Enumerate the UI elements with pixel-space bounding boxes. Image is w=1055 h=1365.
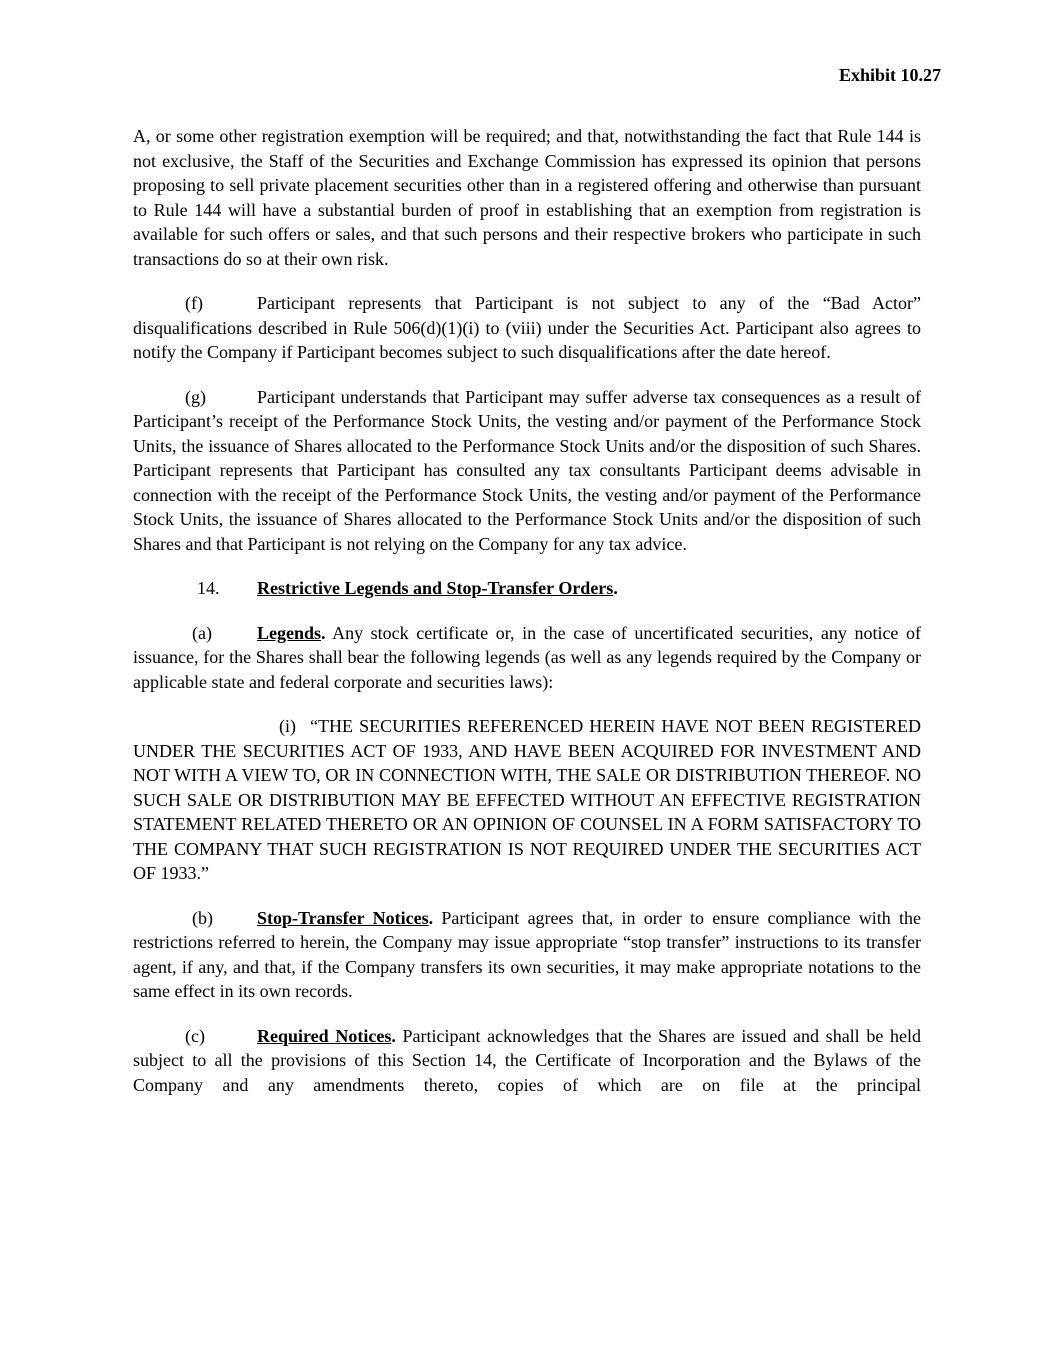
paragraph-b-marker: (b) bbox=[192, 907, 213, 928]
paragraph-c-marker: (c) bbox=[185, 1025, 205, 1046]
paragraph-f bbox=[133, 291, 921, 365]
paragraph-a-title: Legends bbox=[257, 622, 322, 643]
legend-i-text: “THE SECURITIES REFERENCED HEREIN HAVE NOT BEEN REGISTERED UNDER THE SECURITIES ACT OF 1933, AND HAVE BEEN ACQUIRED FOR INVESTMENT AND NOT WITH A VIEW TO, OR IN CONNECTION WITH, THE SALE OR DISTRIBUTION THEREOF. NO SUCH SALE OR DISTRIBUTION MAY BE EFFECTED WITHOUT AN EFFECTIVE REGISTRATION STATEMENT RELATED THERETO OR AN OPINION OF COUNSEL IN A FORM SATISFACTORY TO THE COMPANY THAT SUCH REGISTRATION IS NOT REQUIRED UNDER THE SECURITIES ACT OF 1933.” bbox=[133, 716, 921, 883]
paragraph-a-text: Any stock certificate or, in the case of uncertificated securities, any notice of issuance, for the Shares shall bear the following legends (as well as any legends required by the Company or applicable state and federal corporate and securities laws): bbox=[133, 622, 921, 692]
paragraph-c bbox=[133, 1024, 921, 1098]
paragraph-b-title-period: . bbox=[428, 907, 434, 928]
section-14-title: Restrictive Legends and Stop-Transfer Orders bbox=[257, 578, 614, 598]
paragraph-g-text: Participant understands that Participant may suffer adverse tax consequences as a result of Participant’s receipt of the Performance Stock Units, the vesting and/or payment of the Performance Stock Units, the issuance of Shares allocated to the Performance Stock Units and/or the disposition of such Shares. Participant represents that Participant has consulted any tax consultants Participant deems advisable in connection with the receipt of the Performance Stock Units, the vesting and/or payment of the Performance Stock Units, the issuance of Shares allocated to the Performance Stock Units and/or the disposition of such Shares and that Participant is not relying on the Company for any tax advice. bbox=[133, 386, 921, 554]
paragraph-a-marker: (a) bbox=[192, 622, 212, 643]
paragraph-c-text: Participant acknowledges that the Shares are issued and shall be held subject to all the provisions of this Section 14, the Certificate of Incorporation and the Bylaws of the Company and any amendments thereto, copies of which are on file at the principal bbox=[133, 1025, 921, 1095]
section-14-number: 14. bbox=[197, 578, 220, 598]
paragraph-a-title-period: . bbox=[321, 622, 326, 643]
legend-i bbox=[133, 714, 921, 886]
document-body bbox=[133, 124, 921, 1117]
paragraph-c-title: Required Notices bbox=[257, 1025, 392, 1046]
legend-i-marker: (i) bbox=[279, 716, 296, 736]
paragraph-g-marker: (g) bbox=[185, 386, 206, 407]
section-14-heading bbox=[133, 576, 921, 601]
exhibit-label: Exhibit 10.27 bbox=[838, 65, 941, 85]
paragraph-b bbox=[133, 906, 921, 1004]
paragraph-g bbox=[133, 385, 921, 557]
paragraph-f-marker: (f) bbox=[185, 293, 203, 313]
paragraph-continuation: A, or some other registration exemption will be required; and that, notwithstanding the fact that Rule 144 is not exclusive, the Staff of the Securities and Exchange Commission has expressed its opinion that persons proposing to sell private placement securities other than in a registered offering and otherwise than pursuant to Rule 144 will have a substantial burden of proof in establishing that an exemption from registration is available for such offers or sales, and that such persons and their respective brokers who participate in such transactions do so at their own risk. bbox=[133, 126, 921, 269]
paragraph-a bbox=[133, 621, 921, 695]
section-14-period: . bbox=[613, 578, 618, 598]
paragraph-c-title-period: . bbox=[391, 1025, 396, 1046]
paragraph-b-title: Stop-Transfer Notices bbox=[257, 907, 429, 928]
paragraph-b-text: Participant agrees that, in order to ensure compliance with the restrictions referred to herein, the Company may issue appropriate “stop transfer” instructions to its transfer agent, if any, and that, if the Company transfers its own securities, it may make appropriate notations to the same effect in its own records. bbox=[133, 907, 922, 1001]
paragraph-f-text: Participant represents that Participant is not subject to any of the “Bad Actor” disqualifications described in Rule 506(d)(1)(i) to (viii) under the Securities Act. Participant also agrees to notify the Company if Participant becomes subject to such disqualifications after the date hereof. bbox=[133, 293, 921, 362]
